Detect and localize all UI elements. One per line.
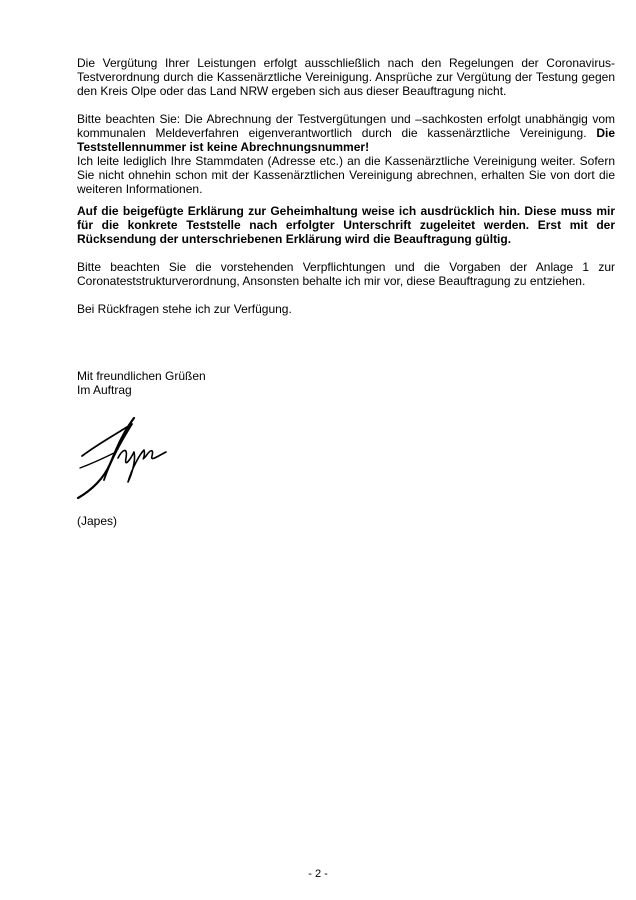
test-station-number-warning: Die Teststellennummer ist keine Abrechnungsnummer! (77, 126, 615, 154)
paragraph-confidentiality: Auf die beigefügte Erklärung zur Geheimhaltung weise ich ausdrücklich hin. Diese muss mir für die konkrete Teststelle nach erfolgter Unterschrift zugeleitet werden. Erst mit der Rücksendung der unterschriebenen Erklärung wird die Beauftragung gültig. (77, 204, 615, 246)
paragraph-obligations: Bitte beachten Sie die vorstehenden Verpflichtungen und die Vorgaben der Anlage 1 zur Coronateststrukturverordnung, Ansonsten behalte ich mir vor, diese Beauftragung zu entziehen. (77, 260, 615, 288)
handwritten-signature (74, 416, 174, 500)
master-data-forwarding-text: Ich leite lediglich Ihre Stammdaten (Adresse etc.) an die Kassenärztliche Vereinigung weiter. Sofern Sie nicht ohnehin schon mit der Kassenärztlichen Vereinigung abrechnen, erhalten Sie von dort die weiteren Informationen. (77, 154, 615, 196)
paragraph-remuneration: Die Vergütung Ihrer Leistungen erfolgt ausschließlich nach den Regelungen der Coronavirus-Testverordnung durch die Kassenärztliche Vereinigung. Ansprüche zur Vergütung der Testung gegen den Kreis Olpe oder das Land NRW ergeben sich aus dieser Beauftragung nicht. (77, 56, 615, 98)
closing-role: Im Auftrag (77, 383, 132, 397)
paragraph-inquiries: Bei Rückfragen stehe ich zur Verfügung. (77, 302, 292, 316)
closing-greeting: Mit freundlichen Grüßen (77, 369, 206, 383)
paragraph-billing-note (77, 112, 615, 196)
billing-note-text: Bitte beachten Sie: Die Abrechnung der Testvergütungen und –sachkosten erfolgt unabhängig vom kommunalen Meldeverfahren eigenverantwortlich durch die kassenärztliche Vereinigung. (77, 112, 615, 140)
signer-name: (Japes) (77, 514, 118, 528)
closing-block (77, 369, 615, 397)
page-number: - 2 - (308, 868, 328, 880)
